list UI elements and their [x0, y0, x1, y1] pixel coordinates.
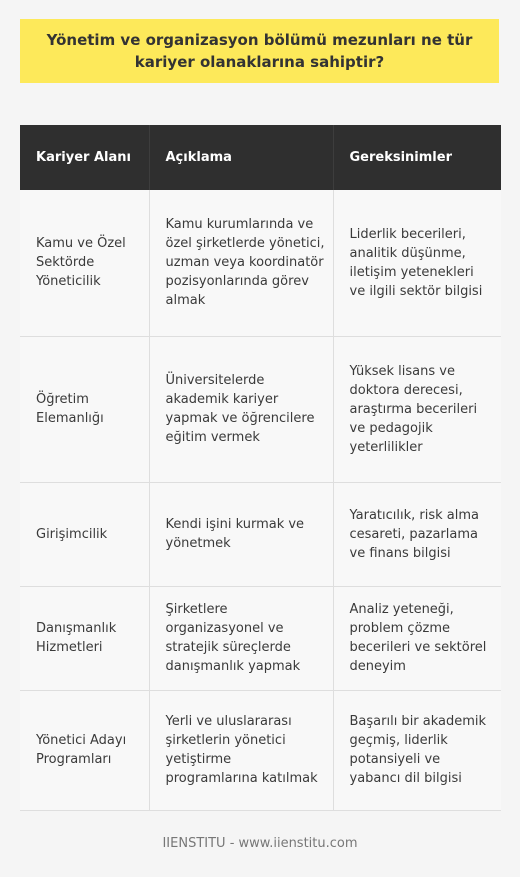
cell-requirements: Başarılı bir akademik geçmiş, liderlik potansiyeli ve yabancı dil bilgisi — [333, 690, 501, 810]
page-title: Yönetim ve organizasyon bölümü mezunları ne tür kariyer olanaklarına sahiptir? — [46, 31, 473, 71]
cell-description: Şirketlere organizasyonel ve stratejik süreçlerde danışmanlık yapmak — [149, 586, 333, 690]
cell-requirements: Liderlik becerileri, analitik düşünme, iletişim yetenekleri ve ilgili sektör bilgisi — [333, 190, 501, 336]
header-description: Açıklama — [149, 125, 333, 190]
cell-career-area: Kamu ve Özel Sektörde Yöneticilik — [20, 190, 149, 336]
footer-credit: IIENSTITU - www.iienstitu.com — [162, 836, 358, 851]
table-row — [20, 482, 501, 586]
career-table — [20, 125, 501, 811]
header-requirements: Gereksinimler — [333, 125, 501, 190]
title-banner — [20, 19, 499, 83]
table-row — [20, 690, 501, 810]
cell-requirements: Analiz yeteneği, problem çözme becerileri ve sektörel deneyim — [333, 586, 501, 690]
cell-career-area: Öğretim Elemanlığı — [20, 336, 149, 482]
cell-requirements: Yaratıcılık, risk alma cesareti, pazarlama ve finans bilgisi — [333, 482, 501, 586]
cell-description: Üniversitelerde akademik kariyer yapmak ve öğrencilere eğitim vermek — [149, 336, 333, 482]
table-row — [20, 190, 501, 336]
cell-career-area: Danışmanlık Hizmetleri — [20, 586, 149, 690]
header-career-area: Kariyer Alanı — [20, 125, 149, 190]
cell-requirements: Yüksek lisans ve doktora derecesi, araştırma becerileri ve pedagojik yeterlilikler — [333, 336, 501, 482]
cell-career-area: Girişimcilik — [20, 482, 149, 586]
cell-description: Kamu kurumlarında ve özel şirketlerde yönetici, uzman veya koordinatör pozisyonlarında görev almak — [149, 190, 333, 336]
cell-description: Kendi işini kurmak ve yönetmek — [149, 482, 333, 586]
table-header-row — [20, 125, 501, 190]
table-row — [20, 586, 501, 690]
cell-description: Yerli ve uluslararası şirketlerin yönetici yetiştirme programlarına katılmak — [149, 690, 333, 810]
table-row — [20, 336, 501, 482]
cell-career-area: Yönetici Adayı Programları — [20, 690, 149, 810]
